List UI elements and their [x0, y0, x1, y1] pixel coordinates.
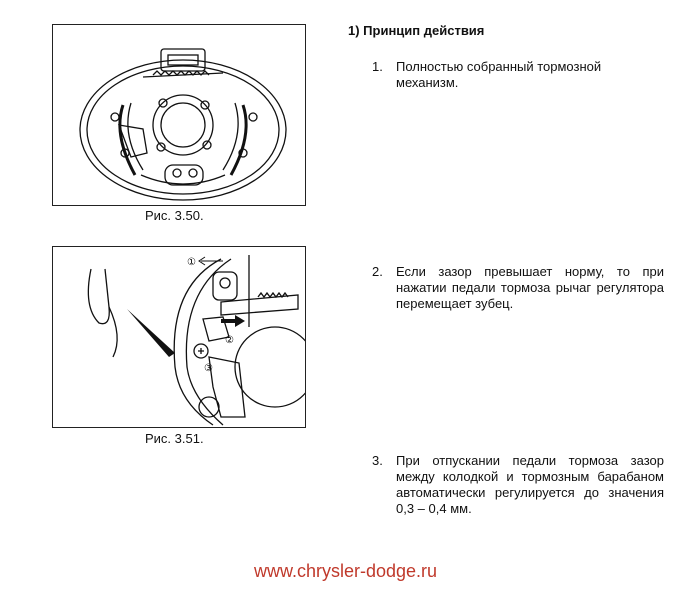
figure-brake-assembly [52, 24, 306, 206]
adjuster-detail-drawing [53, 247, 305, 427]
list-item-number: 1. [372, 59, 383, 74]
callout-2: ② [225, 335, 234, 346]
callout-3: ③ [204, 363, 213, 374]
list-item-number: 2. [372, 264, 383, 279]
figure-adjuster-detail [52, 246, 306, 428]
section-title: 1) Принцип действия [348, 23, 485, 38]
list-item-number: 3. [372, 453, 383, 468]
list-item-text: Если зазор превышает норму, то при нажатии педали тормоза рычаг регулятора перемещает зубец. [396, 264, 664, 311]
figure-caption: Рис. 3.51. [145, 431, 204, 446]
list-item-text: При отпускании педали тормоза зазор между колодкой и тормозным барабаном автоматически регулируется до значения 0,3 – 0,4 мм. [396, 453, 664, 516]
brake-assembly-drawing [53, 25, 305, 205]
list-item-text: Полностью собранный тормозной механизм. [396, 59, 602, 90]
figure-caption: Рис. 3.50. [145, 208, 204, 223]
callout-1: ① [187, 257, 196, 268]
footer-url: www.chrysler-dodge.ru [253, 561, 438, 581]
